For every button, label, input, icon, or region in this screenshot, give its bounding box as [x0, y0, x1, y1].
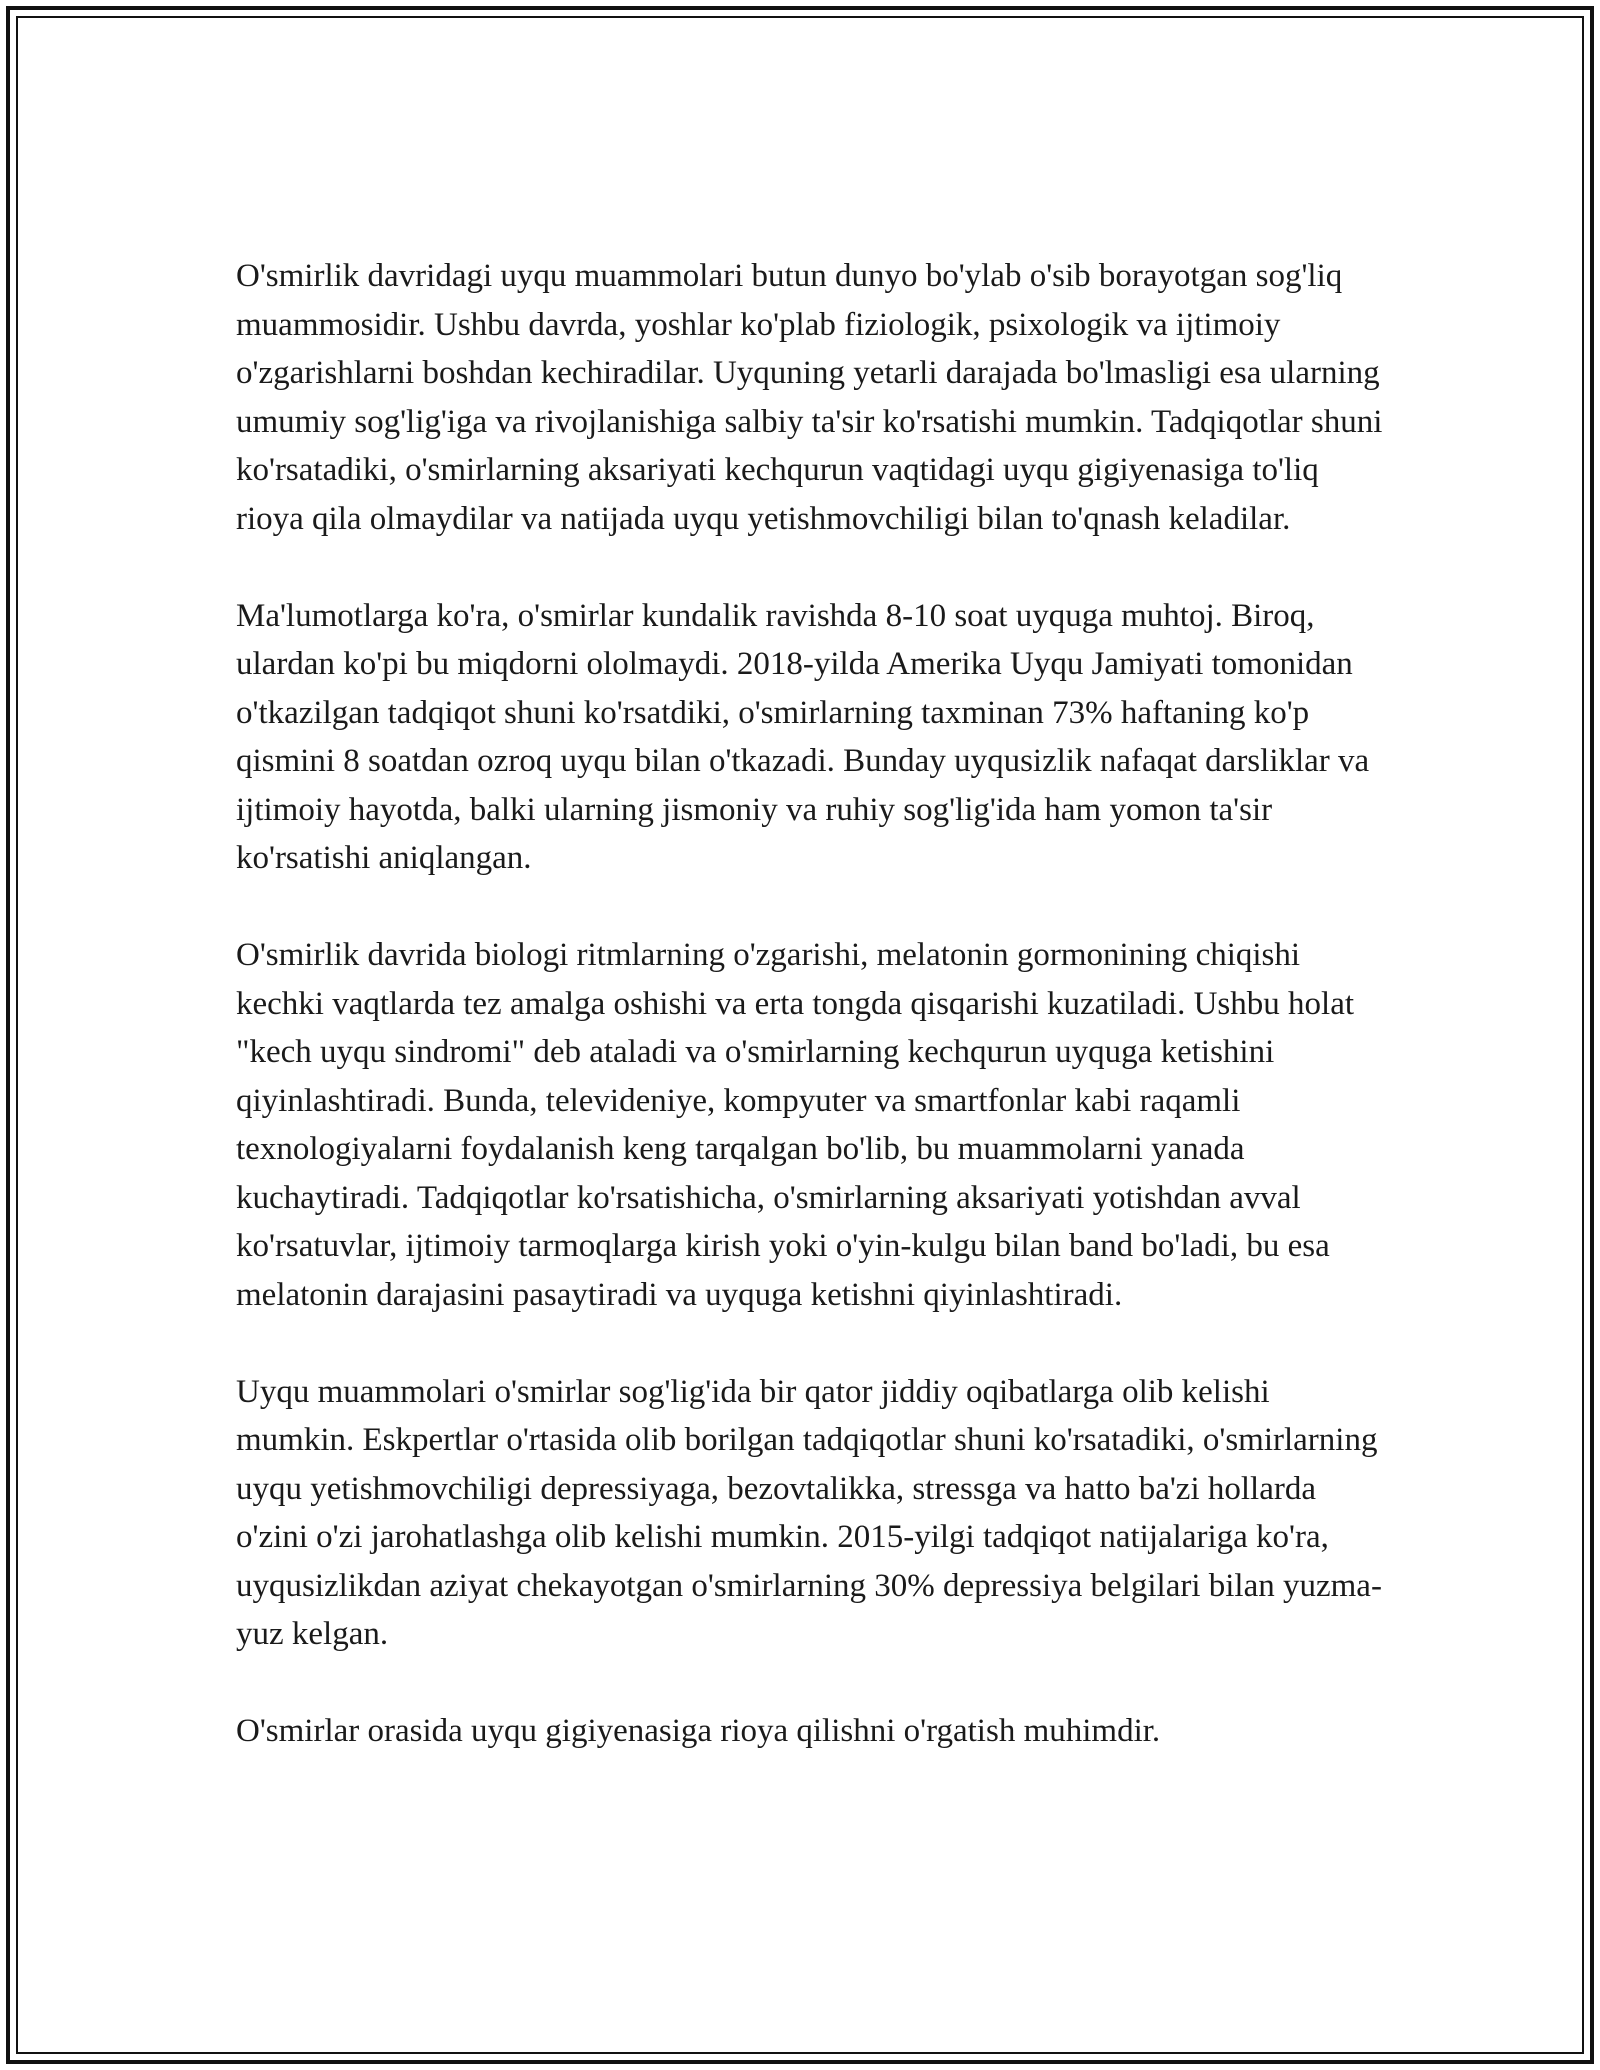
document-body	[236, 252, 1386, 1804]
paragraph-4: Uyqu muammolari o'smirlar sog'lig'ida bir qator jiddiy oqibatlarga olib kelishi mumkin. Eskpertlar o'rtasida olib borilgan tadqiqotlar shuni ko'rsatadiki, o'smirlarning uyqu yetishmovchiligi depressiyaga, bezovtalikka, stressga va hatto ba'zi hollarda o'zini o'zi jarohatlashga olib kelishi mumkin. 2015-yilgi tadqiqot natijalariga ko'ra, uyqusizlikdan aziyat chekayotgan o'smirlarning 30% depressiya belgilari bilan yuzma-yuz kelgan.	[236, 1373, 1382, 1652]
paragraph-1: O'smirlik davridagi uyqu muammolari butun dunyo bo'ylab o'sib borayotgan sog'liq muammosidir. Ushbu davrda, yoshlar ko'plab fiziologik, psixologik va ijtimoiy o'zgarishlarni boshdan kechiradilar. Uyquning yetarli darajada bo'lmasligi esa ularning umumiy sog'lig'iga va rivojlanishiga salbiy ta'sir ko'rsatishi mumkin. Tadqiqotlar shuni ko'rsatadiki, o'smirlarning aksariyati kechqurun vaqtidagi uyqu gigiyenasiga to'liq rioya qila olmaydilar va natijada uyqu yetishmovchiligi bilan to'qnash keladilar.	[236, 258, 1383, 537]
paragraph-3: O'smirlik davrida biologi ritmlarning o'zgarishi, melatonin gormonining chiqishi kechki vaqtlarda tez amalga oshishi va erta tongda qisqarishi kuzatiladi. Ushbu holat "kech uyqu sindromi" deb ataladi va o'smirlarning kechqurun uyquga ketishini qiyinlashtiradi. Bunda, televideniye, kompyuter va smartfonlar kabi raqamli texnologiyalarni foydalanish keng tarqalgan bo'lib, bu muammolarni yanada kuchaytiradi. Tadqiqotlar ko'rsatishicha, o'smirlarning aksariyati yotishdan avval ko'rsatuvlar, ijtimoiy tarmoqlarga kirish yoki o'yin-kulgu bilan band bo'ladi, bu esa melatonin darajasini pasaytiradi va uyquga ketishni qiyinlashtiradi.	[236, 937, 1355, 1313]
paragraph-5: O'smirlar orasida uyqu gigiyenasiga rioya qilishni o'rgatish muhimdir.	[236, 1713, 1161, 1749]
paragraph-2: Ma'lumotlarga ko'ra, o'smirlar kundalik ravishda 8-10 soat uyquga muhtoj. Biroq, ulardan ko'pi bu miqdorni ololmaydi. 2018-yilda Amerika Uyqu Jamiyati tomonidan o'tkazilgan tadqiqot shuni ko'rsatdiki, o'smirlarning taxminan 73% haftaning ko'p qismini 8 soatdan ozroq uyqu bilan o'tkazadi. Bunday uyqusizlik nafaqat darsliklar va ijtimoiy hayotda, balki ularning jismoniy va ruhiy sog'lig'ida ham yomon ta'sir ko'rsatishi aniqlangan.	[236, 597, 1370, 876]
